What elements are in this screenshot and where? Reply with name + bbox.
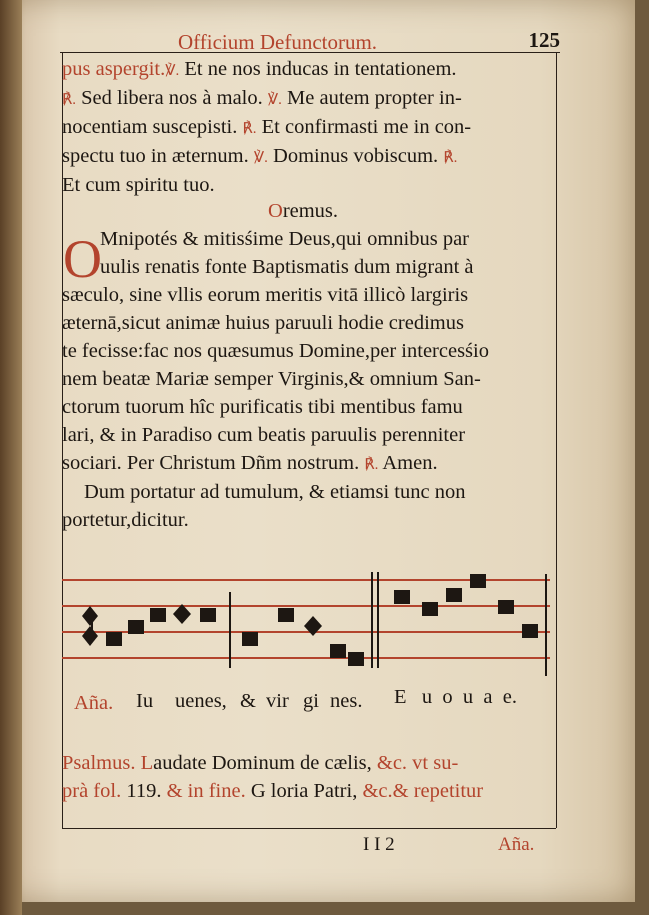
decorated-initial: O [63,229,102,289]
rubric-line-2: portetur,dicitur. [62,509,189,531]
book-spine [0,0,22,915]
psalm-line-2: prà fol. 119. & in fine. G loria Patri, &c.& repetitur [62,780,484,802]
euouae: E u o u a e. [394,686,517,708]
antiphon-line [74,692,113,715]
text-line-2: ℟. Sed libera nos à malo. ℣. Me autem propter in- [62,87,462,109]
prayer-line-8: lari, & in Paradiso cum beatis paruulis perenniter [62,424,466,446]
text-line-4: spectu tuo in æternum. ℣. Dominus vobiscum. ℟. [62,145,458,167]
text-line-5: Et cum spiritu tuo. [62,174,215,196]
prayer-line-9: sociari. Per Christum Dñm nostrum. ℟. Amen. [62,452,438,474]
antiphon-label: Aña. [74,692,114,714]
syllable: vir [266,690,289,712]
prayer-line-4: æternā,sicut animæ huius paruuli hodie credimus [62,312,464,334]
psalm-line-1: Psalmus. Laudate Dominum de cælis, &c. vt su- [62,752,459,774]
frame-bottom-rule [62,828,556,829]
catchword: Aña. [498,834,535,855]
page-number: 125 [528,28,560,52]
signature-mark: I I 2 [363,834,395,855]
syllable: & [240,690,256,712]
oremus-heading: Oremus. [268,200,339,222]
prayer-line-2: uulis renatis fonte Baptismatis dum migrant à [100,256,474,278]
syllable: gi [303,690,319,712]
running-header [60,28,560,53]
prayer-line-6: nem beatæ Mariæ semper Virginis,& omnium San- [62,368,481,390]
prayer-line-5: te fecisse:fac nos quæsumus Domine,per intercesśio [62,340,489,362]
syllable: Iu [136,690,154,712]
syllable: nes. [330,690,363,712]
text-line-1: pus aspergit.℣. Et ne nos inducas in tentationem. [62,58,457,80]
rubric-line-1: Dum portatur ad tumulum, & etiamsi tunc non [84,481,466,503]
frame-right-rule [556,52,557,828]
prayer-line-3: sæculo, sine vllis eorum meritis vitā illicò largiris [62,284,469,306]
running-title: Officium Defunctorum. [178,30,378,54]
chant-staff [60,568,554,680]
prayer-line-7: ctorum tuorum hîc purificatis tibi mentibus famu [62,396,463,418]
syllable: uenes, [175,690,227,712]
text-line-3: nocentiam suscepisti. ℟. Et confirmasti me in con- [62,116,472,138]
prayer-line-1: Mnipotés & mitisśime Deus,qui omnibus par [100,228,469,250]
